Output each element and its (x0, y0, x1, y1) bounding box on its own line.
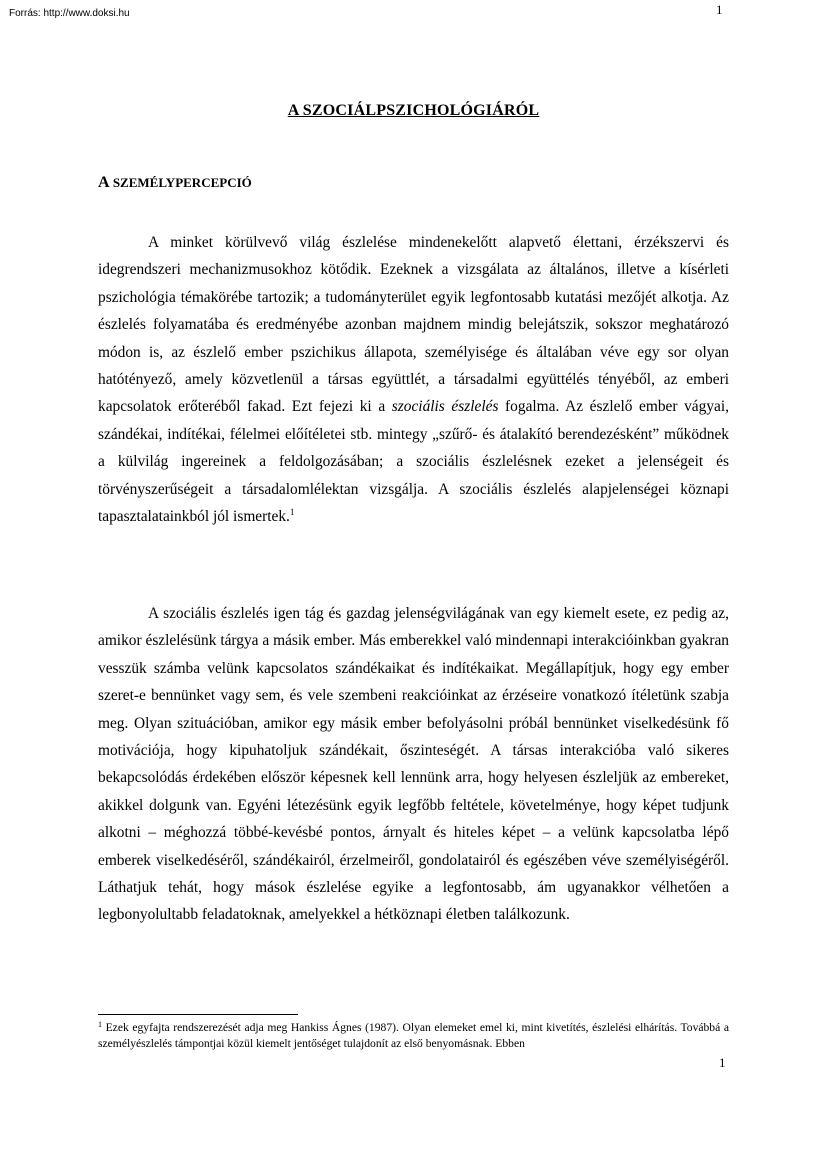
footnote-marker: 1 (98, 1020, 102, 1029)
source-url: Forrás: http://www.doksi.hu (9, 8, 130, 19)
paragraph-1 (98, 229, 729, 530)
page-number-top: 1 (716, 2, 723, 17)
page-title (0, 102, 827, 120)
page-number-bottom: 1 (719, 1055, 726, 1070)
paragraph-2-text: A szociális észlelés igen tág és gazdag jelenségvilágának van egy kiemelt esete, ez pedig az, amikor észlelésünk tárgya a másik ember. Más emberekkel való mindennapi interakcióinkban gyakran vesszük számba velünk kapcsolatos szándékaikat és indítékaikat. Megállapítjuk, hogy egy ember szeret-e bennünket vagy sem, és vele szembeni reakcióinkat az érzéseire vonatkozó ítéletünk szabja meg. Olyan szituációban, amikor egy másik ember befolyásolni próbál bennünket viselkedésünk fő motivációja, hogy kipuhatoljuk szándékait, őszinteségét. A társas interakcióba való sikeres bekapcsolódás érdekében először képesnek kell lennünk arra, hogy helyesen észleljük az embereket, akikkel dolgunk van. Egyéni létezésünk egyik legfőbb feltétele, követelménye, hogy képet tudjunk alkotni – méghozzá többé-kevésbé pontos, árnyalt és hiteles képet – a velünk kapcsolatba lépő emberek viselkedéséről, szándékairól, érzelmeiről, gondolatairól és egészében véve személyiségéről. Láthatjuk tehát, hogy mások észlelése egyike a legfontosabb, ám ugyanakkor vélhetően a legbonyolultabb feladatoknak, amelyekkel a hétköznapi életben találkozunk. (98, 605, 729, 924)
footnote-divider (98, 1014, 298, 1015)
footnote-text: Ezek egyfajta rendszerezését adja meg Hankiss Ágnes (1987). Olyan elemeket emel ki, mint kivetítés, észlelési elhárítás. Továbbá a személyészlelés támpontjai közül kiemelt jentőséget tulajdonít az első benyomásnak. Ebben (98, 1021, 729, 1050)
footnote (98, 1020, 729, 1052)
paragraph-1-italic-term: szociális észlelés (391, 398, 499, 416)
section-first-letter: A (98, 174, 110, 191)
section-rest: SZEMÉLYPERCEPCIÓ (109, 175, 252, 190)
footnote-reference[interactable]: 1 (289, 507, 295, 518)
title-first-letter: A (287, 102, 299, 119)
paragraph-1-part-2: fogalma. Az észlelő ember vágyai, szándékai, indítékai, félelmei előítéletei stb. mintegy „szűrő- és átalakító berendezésként” működnek a külvilág ingereinek a feldolgozásában; a szociális észlelésnek ezeket a jelenségeit és törvényszerűségeit a társadalomlélektan vizsgálja. A szociális észlelés alapjelenségei köznapi tapasztalatainkból jól ismertek. (98, 398, 729, 526)
paragraph-1-part-1: A minket körülvevő világ észlelése mindenekelőtt alapvető élettani, érzékszervi és idegrendszeri mechanizmusokhoz kötődik. Ezeknek a vizsgálata az általános, illetve a kísérleti pszichológia témakörébe tartozik; a tudományterület egyik legfontosabb kutatási mezőjét alkotja. Az észlelés folyamatába és eredményébe azonban majdnem mindig belejátszik, sokszor meghatározó módon is, az észlelő ember pszichikus állapota, személyisége és általában véve egy sor olyan hatótényező, amely közvetlenül a társas együttlét, a társadalmi együttélés tényéből, az emberi kapcsolatok erőteréből fakad. Ezt fejezi ki a (98, 234, 729, 416)
section-heading (98, 174, 252, 192)
paragraph-2 (98, 600, 729, 929)
title-rest: SZOCIÁLPSZICHOLÓGIÁRÓL (298, 102, 540, 119)
